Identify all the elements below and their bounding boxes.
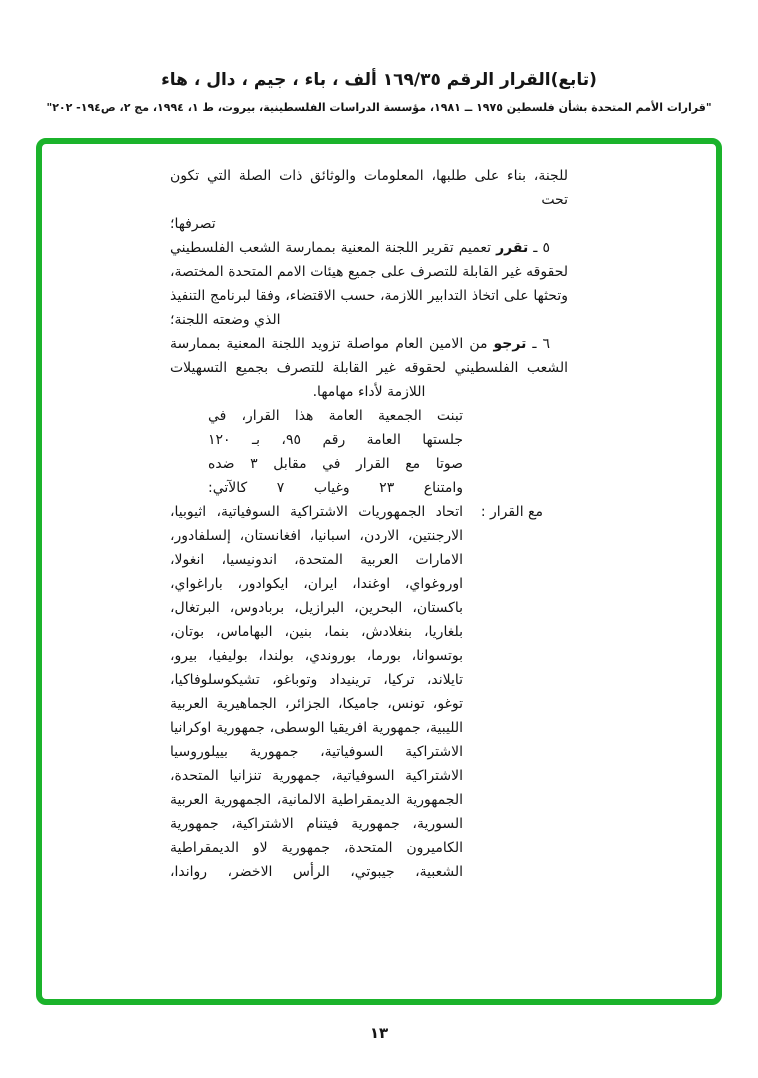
country-list-line: الامارات العربية المتحدة، اندونيسيا، انغولا، — [170, 552, 463, 568]
country-list-line: اتحاد الجمهوريات الاشتراكية السوفياتية، اثيوبيا، — [170, 504, 463, 520]
text-line: صوتا مع القرار في مقابل ٣ ضده — [208, 456, 463, 472]
country-list-line: الاشتراكية السوفياتية، جمهورية بييلوروسيا — [170, 744, 463, 760]
vote-countries-list — [170, 500, 463, 884]
paragraph-5 — [170, 236, 568, 332]
paragraph-number: ٦ ـ — [532, 336, 551, 352]
country-list-line: بلغاريا، بنغلادش، بنما، بنين، البهاماس، بوتان، — [170, 624, 463, 640]
decision-green-box — [36, 138, 722, 1005]
text-run: تعميم تقرير اللجنة المعنية بممارسة الشعب الفلسطيني — [170, 240, 492, 256]
country-list-line: الشعبية، جيبوتي، الرأس الاخضر، رواندا، — [170, 864, 463, 880]
page-header — [0, 0, 758, 115]
resolution-title: (تابع)القرار الرقم ١٦٩/٣٥ ألف ، باء ، جيم ، دال ، هاء — [161, 70, 597, 90]
country-list-line: الارجنتين، الاردن، اسبانيا، افغانستان، إلسلفادور، — [170, 528, 463, 544]
continuation-paragraph — [170, 164, 568, 236]
country-list-line: تايلاند، تركيا، ترينيداد وتوباغو، تشيكوسلوفاكيا، — [170, 672, 463, 688]
text-line: الذي وضعته اللجنة؛ — [170, 312, 281, 328]
vote-section — [170, 500, 568, 884]
vote-for-label: مع القرار : — [480, 504, 543, 520]
paragraph-keyword: تقرر — [496, 240, 529, 256]
decision-text-column — [170, 164, 568, 884]
paragraph-6 — [170, 332, 568, 404]
country-list-line: بوتسوانا، بورما، بوروندي، بولندا، بوليفيا، بيرو، — [170, 648, 463, 664]
text-line: الشعب الفلسطيني لحقوقه غير القابلة للتصرف بجميع التسهيلات — [170, 360, 568, 376]
text-line: وتحثها على اتخاذ التدابير اللازمة، حسب الاقتضاء، وفقا لبرنامج التنفيذ — [170, 288, 568, 304]
country-list-line: الليبية، جمهورية افريقيا الوسطى، جمهورية اوكرانيا — [170, 720, 463, 736]
text-run: من الامين العام مواصلة تزويد اللجنة المعنية بممارسة — [170, 336, 488, 352]
adoption-note — [208, 404, 463, 500]
page-number: ١٣ — [369, 1024, 389, 1042]
country-list-line: الكاميرون المتحدة، جمهورية لاو الديمقراطية — [170, 840, 463, 856]
text-line: تبنت الجمعية العامة هذا القرار، في — [208, 408, 463, 424]
paragraph-number: ٥ ـ — [533, 240, 550, 256]
text-line: تصرفها؛ — [170, 216, 216, 232]
text-line: اللازمة لأداء مهامها. — [312, 384, 426, 400]
country-list-line: باكستان، البحرين، البرازيل، بربادوس، البرتغال، — [170, 600, 463, 616]
country-list-line: توغو، تونس، جاميكا، الجزائر، الجماهيرية العربية — [170, 696, 463, 712]
text-line — [170, 332, 568, 356]
country-list-line: الاشتراكية السوفياتية، جمهورية تنزانيا المتحدة، — [170, 768, 463, 784]
source-citation: "قرارات الأمم المتحدة بشأن فلسطين ١٩٧٥ ــ ١٩٨١، مؤسسة الدراسات الفلسطينية، بيروت، ط ١، ١٩٩٤، مج ٢، ص١٩٤- ٢٠٢" — [46, 101, 712, 114]
country-list-line: السورية، جمهورية فيتنام الاشتراكية، جمهورية — [170, 816, 463, 832]
country-list-line: اوروغواي، اوغندا، ايران، ايكوادور، باراغواي، — [170, 576, 463, 592]
text-line — [170, 236, 568, 260]
text-line: جلستها العامة رقم ٩٥، بـ ١٢٠ — [208, 432, 464, 448]
text-line: وامتناع ٢٣ وغياب ٧ كالآتي: — [208, 480, 463, 496]
text-line: لحقوقه غير القابلة للتصرف على جميع هيئات الامم المتحدة المختصة، — [170, 264, 568, 280]
text-line: للجنة، بناء على طلبها، المعلومات والوثائق ذات الصلة التي تكون تحت — [170, 168, 568, 208]
paragraph-keyword: ترجو — [493, 336, 527, 352]
country-list-line: الجمهورية الديمقراطية الالمانية، الجمهورية العربية — [170, 792, 463, 808]
